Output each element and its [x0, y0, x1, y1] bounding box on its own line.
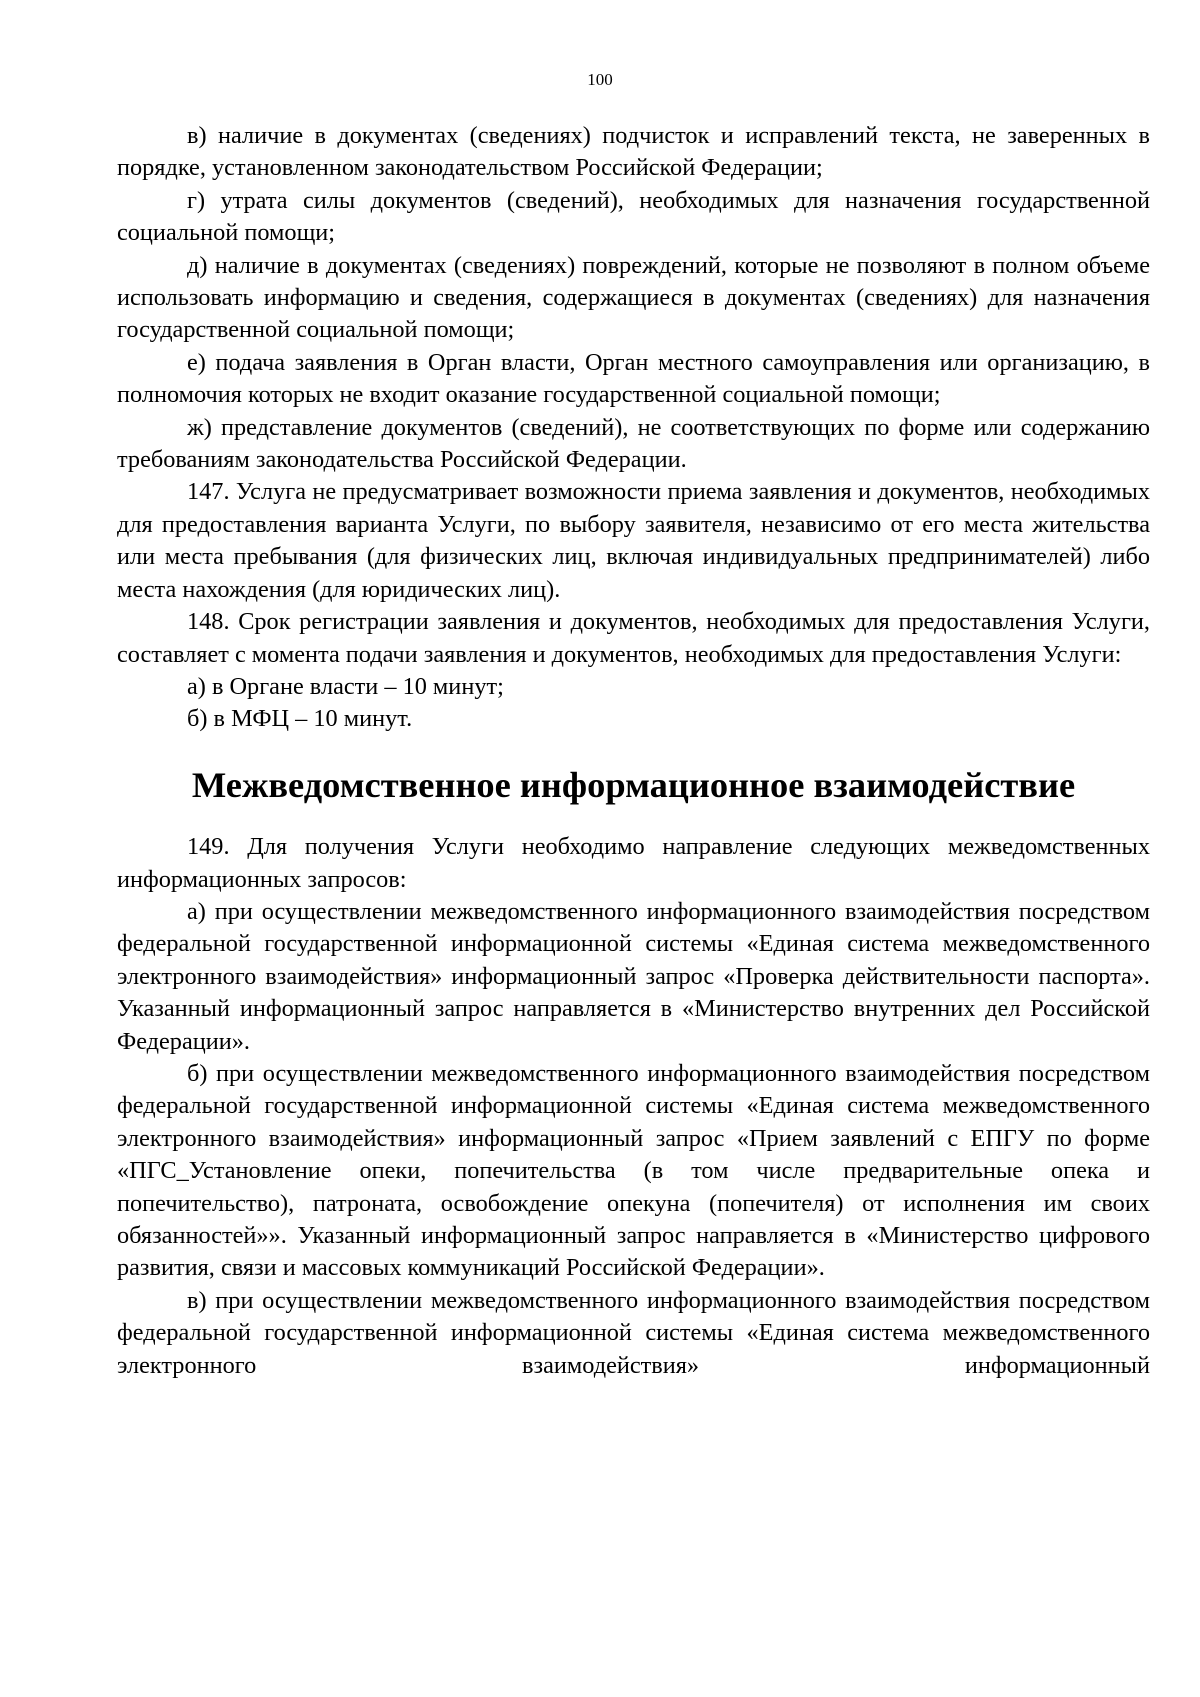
- paragraph-148-item-a: а) в Органе власти – 10 минут;: [187, 672, 504, 700]
- document-body: [117, 120, 1150, 1382]
- paragraph-149-item-a: а) при осуществлении межведомственного информационного взаимодействия посредством федеральной государственной информационной системы «Единая система межведомственного электронного взаимодействия» информационный запрос «Проверка действительности паспорта». Указанный информационный запрос направляется в «Министерство внутренних дел Российской Федерации».: [117, 897, 1150, 1055]
- section-heading: Межведомственное информационное взаимодействие: [191, 764, 1076, 805]
- paragraph-149-item-v: в) при осуществлении межведомственного информационного взаимодействия посредством федеральной государственной информационной системы «Единая система межведомственного электронного взаимодействия» информационный: [117, 1286, 1150, 1379]
- paragraph-item-g: г) утрата силы документов (сведений), необходимых для назначения государственной социальной помощи;: [117, 186, 1150, 247]
- paragraph-item-d: д) наличие в документах (сведениях) повреждений, которые не позволяют в полном объеме использовать информацию и сведения, содержащиеся в документах (сведениях) для назначения государственной социальной помощи;: [117, 251, 1150, 344]
- paragraph-149-item-b: б) при осуществлении межведомственного информационного взаимодействия посредством федеральной государственной информационной системы «Единая система межведомственного электронного взаимодействия» информационный запрос «Прием заявлений с ЕПГУ по форме «ПГС_Установление опеки, попечительства (в том числе предварительные опека и попечительство), патроната, освобождение опекуна (попечителя) от исполнения им своих обязанностей»». Указанный информационный запрос направляется в «Министерство цифрового развития, связи и массовых коммуникаций Российской Федерации».: [117, 1059, 1150, 1282]
- page-number: 100: [587, 70, 613, 89]
- paragraph-147: 147. Услуга не предусматривает возможности приема заявления и документов, необходимых для предоставления варианта Услуги, по выбору заявителя, независимо от его места жительства или места пребывания (для физических лиц, включая индивидуальных предпринимателей) либо места нахождения (для юридических лиц).: [117, 478, 1150, 603]
- paragraph-148: 148. Срок регистрации заявления и документов, необходимых для предоставления Услуги, составляет с момента подачи заявления и документов, необходимых для предоставления Услуги:: [117, 608, 1150, 668]
- paragraph-item-zh: ж) представление документов (сведений), не соответствующих по форме или содержанию требованиям законодательства Российской Федерации.: [117, 413, 1150, 474]
- paragraph-item-e: е) подача заявления в Орган власти, Орган местного самоуправления или организацию, в полномочия которых не входит оказание государственной социальной помощи;: [117, 348, 1150, 409]
- paragraph-item-v: в) наличие в документах (сведениях) подчисток и исправлений текста, не заверенных в порядке, установленном законодательством Российской Федерации;: [117, 122, 1150, 182]
- paragraph-149: 149. Для получения Услуги необходимо направление следующих межведомственных информационных запросов:: [117, 833, 1150, 893]
- paragraph-148-item-b: б) в МФЦ – 10 минут.: [187, 705, 413, 733]
